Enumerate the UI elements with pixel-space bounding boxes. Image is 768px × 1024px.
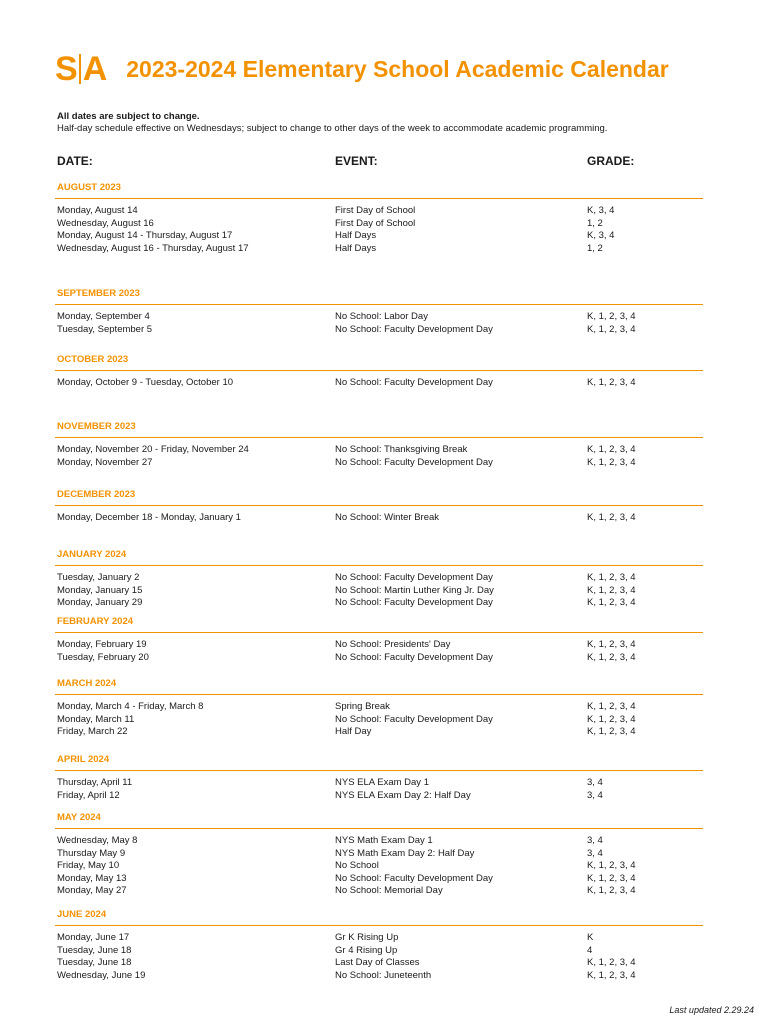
row-event: Last Day of Classes: [335, 957, 420, 969]
month-section: [55, 420, 703, 469]
row-event: No School: Winter Break: [335, 512, 440, 523]
row-grade: K, 1, 2, 3, 4: [587, 872, 636, 884]
row-date: Monday, August 14 - Thursday, August 17: [57, 230, 233, 242]
calendar-row: [55, 932, 703, 945]
row-date: Monday, September 4: [57, 311, 150, 322]
month-section: [55, 287, 703, 336]
row-date: Monday, November 20 - Friday, November 24: [57, 444, 249, 455]
month-divider: [55, 925, 703, 926]
calendar-row: [55, 377, 703, 390]
month-section: [55, 181, 703, 255]
row-event: NYS ELA Exam Day 2: Half Day: [335, 789, 471, 801]
month-section: [55, 811, 703, 898]
calendar-row: [55, 945, 703, 958]
row-event: No School: Presidents' Day: [335, 639, 451, 650]
row-date: Friday, March 22: [57, 726, 128, 738]
row-date: Wednesday, August 16 - Thursday, August 17: [57, 242, 249, 254]
calendar-row: [55, 835, 703, 848]
calendar-row: [55, 243, 703, 256]
row-date: Monday, June 17: [57, 932, 130, 943]
row-date: Tuesday, June 18: [57, 957, 132, 969]
row-date: Monday, December 18 - Monday, January 1: [57, 512, 241, 523]
row-date: Monday, March 11: [57, 713, 135, 725]
row-grade: K, 1, 2, 3, 4: [587, 969, 636, 981]
row-date: Wednesday, May 8: [57, 835, 138, 846]
month-rows: [55, 572, 703, 610]
row-date: Monday, February 19: [57, 639, 147, 650]
row-grade: K, 1, 2, 3, 4: [587, 584, 636, 596]
row-event: Spring Break: [335, 701, 390, 712]
calendar-row: [55, 218, 703, 231]
calendar-row: [55, 512, 703, 525]
calendar-row: [55, 444, 703, 457]
row-date: Monday, January 29: [57, 597, 143, 609]
calendar-row: [55, 652, 703, 665]
row-event: First Day of School: [335, 205, 416, 216]
month-section: [55, 908, 703, 982]
calendar-row: [55, 457, 703, 470]
calendar-row: [55, 639, 703, 652]
row-event: No School: Thanksgiving Break: [335, 444, 468, 455]
row-date: Friday, April 12: [57, 789, 120, 801]
row-date: Wednesday, June 19: [57, 969, 146, 981]
calendar-row: [55, 848, 703, 861]
month-label: APRIL 2024: [57, 754, 110, 765]
last-updated: Last updated 2.29.24: [669, 1005, 754, 1015]
row-event: No School: Martin Luther King Jr. Day: [335, 584, 494, 596]
calendar-row: [55, 597, 703, 610]
row-grade: K, 1, 2, 3, 4: [587, 323, 636, 335]
calendar-row: [55, 873, 703, 886]
row-event: No School: Faculty Development Day: [335, 377, 493, 388]
row-grade: K, 1, 2, 3, 4: [587, 572, 636, 583]
month-label: FEBRUARY 2024: [57, 616, 134, 627]
month-rows: [55, 639, 703, 664]
row-grade: 4: [587, 944, 593, 956]
disclaimer-note: All dates are subject to change.: [57, 111, 200, 122]
date-column-header: DATE:: [57, 154, 93, 168]
row-grade: K, 1, 2, 3, 4: [587, 726, 636, 738]
month-section: [55, 548, 703, 610]
row-date: Thursday, April 11: [57, 777, 133, 788]
month-rows: [55, 311, 703, 336]
month-divider: [55, 770, 703, 771]
month-divider: [55, 565, 703, 566]
calendar-row: [55, 790, 703, 803]
row-event: NYS ELA Exam Day 1: [335, 777, 429, 788]
month-rows: [55, 777, 703, 802]
month-rows: [55, 444, 703, 469]
row-grade: K, 1, 2, 3, 4: [587, 701, 636, 712]
calendar-row: [55, 885, 703, 898]
half-day-note: Half-day schedule effective on Wednesdays; subject to change to other days of the week to accommodate academic programming.: [57, 123, 608, 134]
row-event: No School: Faculty Development Day: [335, 651, 493, 663]
month-divider: [55, 370, 703, 371]
row-grade: 3, 4: [587, 847, 603, 859]
calendar-row: [55, 572, 703, 585]
row-event: Half Day: [335, 726, 372, 738]
row-event: No School: [335, 860, 379, 872]
row-grade: K, 1, 2, 3, 4: [587, 512, 636, 523]
logo-letter-a: A: [82, 50, 107, 88]
month-rows: [55, 701, 703, 739]
row-date: Monday, January 15: [57, 584, 143, 596]
month-section: [55, 615, 703, 664]
row-grade: K, 1, 2, 3, 4: [587, 885, 636, 897]
row-grade: K: [587, 932, 594, 943]
row-grade: 3, 4: [587, 777, 603, 788]
row-grade: K, 1, 2, 3, 4: [587, 377, 636, 388]
event-column-header: EVENT:: [335, 154, 378, 168]
month-divider: [55, 505, 703, 506]
row-event: Gr K Rising Up: [335, 932, 399, 943]
month-label: OCTOBER 2023: [57, 354, 129, 365]
grade-column-header: GRADE:: [587, 154, 635, 168]
month-label: JANUARY 2024: [57, 549, 127, 560]
row-event: No School: Faculty Development Day: [335, 597, 493, 609]
calendar-row: [55, 205, 703, 218]
month-rows: [55, 835, 703, 898]
row-date: Tuesday, June 18: [57, 944, 132, 956]
month-label: AUGUST 2023: [57, 182, 121, 193]
row-grade: 1, 2: [587, 242, 603, 254]
row-date: Monday, November 27: [57, 456, 153, 468]
calendar-row: [55, 957, 703, 970]
row-event: No School: Faculty Development Day: [335, 872, 493, 884]
row-grade: K, 3, 4: [587, 230, 615, 242]
school-logo: [55, 52, 106, 86]
month-label: JUNE 2024: [57, 909, 107, 920]
row-grade: K, 1, 2, 3, 4: [587, 713, 636, 725]
row-date: Monday, October 9 - Tuesday, October 10: [57, 377, 234, 388]
row-event: No School: Faculty Development Day: [335, 572, 493, 583]
month-rows: [55, 205, 703, 255]
logo-letter-s: S: [55, 50, 77, 88]
row-grade: K, 3, 4: [587, 205, 615, 216]
month-divider: [55, 437, 703, 438]
row-event: NYS Math Exam Day 2: Half Day: [335, 847, 475, 859]
row-event: NYS Math Exam Day 1: [335, 835, 433, 846]
row-date: Monday, May 27: [57, 885, 127, 897]
calendar-row: [55, 714, 703, 727]
calendar-row: [55, 860, 703, 873]
month-divider: [55, 694, 703, 695]
month-label: NOVEMBER 2023: [57, 421, 136, 432]
row-event: Gr 4 Rising Up: [335, 944, 398, 956]
month-section: [55, 353, 703, 390]
calendar-row: [55, 970, 703, 983]
row-grade: 3, 4: [587, 835, 603, 846]
page-header: [55, 52, 669, 86]
row-grade: K, 1, 2, 3, 4: [587, 456, 636, 468]
logo-divider: [79, 54, 81, 84]
row-grade: K, 1, 2, 3, 4: [587, 597, 636, 609]
calendar-row: [55, 701, 703, 714]
month-label: MARCH 2024: [57, 678, 117, 689]
month-rows: [55, 377, 703, 390]
calendar-row: [55, 311, 703, 324]
row-date: Tuesday, September 5: [57, 323, 153, 335]
month-label: MAY 2024: [57, 812, 101, 823]
row-date: Tuesday, February 20: [57, 651, 149, 663]
row-date: Monday, August 14: [57, 205, 138, 216]
row-grade: K, 1, 2, 3, 4: [587, 860, 636, 872]
row-date: Friday, May 10: [57, 860, 120, 872]
row-date: Monday, May 13: [57, 872, 127, 884]
month-section: [55, 677, 703, 739]
calendar-row: [55, 726, 703, 739]
row-event: Half Days: [335, 230, 377, 242]
month-divider: [55, 198, 703, 199]
month-section: [55, 488, 703, 525]
row-grade: 3, 4: [587, 789, 603, 801]
month-divider: [55, 304, 703, 305]
month-label: SEPTEMBER 2023: [57, 288, 140, 299]
calendar-row: [55, 324, 703, 337]
row-date: Wednesday, August 16: [57, 217, 154, 229]
page-title: 2023-2024 Elementary School Academic Calendar: [126, 55, 669, 82]
row-event: No School: Juneteenth: [335, 969, 432, 981]
row-event: No School: Labor Day: [335, 311, 428, 322]
row-grade: 1, 2: [587, 217, 603, 229]
month-section: [55, 753, 703, 802]
row-event: First Day of School: [335, 217, 416, 229]
month-divider: [55, 828, 703, 829]
row-date: Tuesday, January 2: [57, 572, 140, 583]
calendar-row: [55, 585, 703, 598]
row-event: Half Days: [335, 242, 377, 254]
row-grade: K, 1, 2, 3, 4: [587, 444, 636, 455]
row-grade: K, 1, 2, 3, 4: [587, 651, 636, 663]
calendar-row: [55, 230, 703, 243]
calendar-row: [55, 777, 703, 790]
row-grade: K, 1, 2, 3, 4: [587, 639, 636, 650]
month-label: DECEMBER 2023: [57, 489, 136, 500]
month-rows: [55, 512, 703, 525]
row-event: No School: Faculty Development Day: [335, 323, 493, 335]
month-rows: [55, 932, 703, 982]
row-event: No School: Memorial Day: [335, 885, 443, 897]
row-date: Monday, March 4 - Friday, March 8: [57, 701, 204, 712]
month-divider: [55, 632, 703, 633]
row-grade: K, 1, 2, 3, 4: [587, 957, 636, 969]
row-grade: K, 1, 2, 3, 4: [587, 311, 636, 322]
notes: [57, 111, 607, 135]
row-event: No School: Faculty Development Day: [335, 456, 493, 468]
row-date: Thursday May 9: [57, 847, 126, 859]
row-event: No School: Faculty Development Day: [335, 713, 493, 725]
